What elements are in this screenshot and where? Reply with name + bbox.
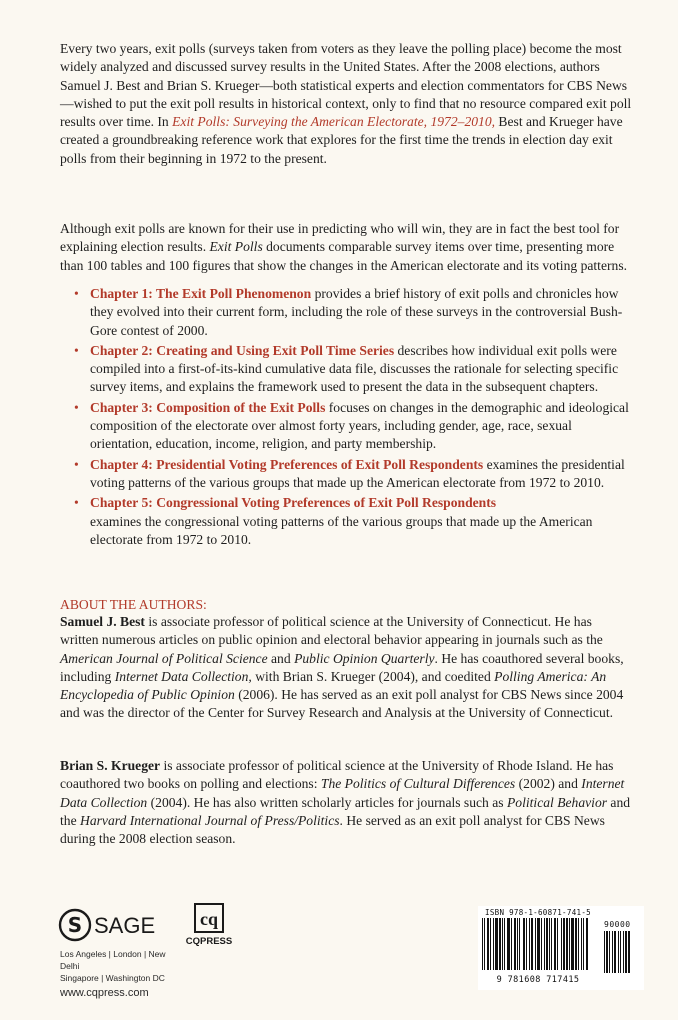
barcode-bar (523, 918, 525, 970)
author-name: Brian S. Krueger (60, 758, 161, 773)
bio-text: and (267, 650, 295, 666)
barcode-bar (493, 918, 494, 970)
cq-logo-text: CQPRESS (185, 936, 233, 947)
barcode-bar (625, 931, 627, 973)
barcode-bar (586, 918, 588, 970)
barcode-bar (578, 918, 579, 970)
chapter-item (74, 399, 630, 454)
barcode-bar (511, 918, 512, 970)
barcode-bar (554, 918, 556, 970)
intro-text: documents comparable survey items over time, presenting more than 100 tables and 100 figures that show the changes in the American electorate and its voting patterns. (60, 239, 628, 273)
bio-text: (2006). He has served as an exit poll analyst for CBS News since 2004 and was the director of the Center for Survey Research and Analysis at the University of Connecticut. (60, 687, 624, 721)
chapter-desc: examines the presidential voting patterns of the various groups that made up the American electorate from 1972 to 2010. (90, 456, 625, 490)
barcode-bar (529, 918, 530, 970)
author-bio-krueger (60, 757, 632, 848)
sage-logo (58, 903, 158, 947)
barcode-bar (544, 918, 545, 970)
barcode-bar (551, 918, 552, 970)
barcode-bar (569, 918, 570, 970)
sage-cities (60, 948, 170, 984)
price-code: 90000 (604, 920, 631, 929)
barcode-bar (614, 931, 616, 973)
barcode-bar (623, 931, 624, 973)
barcode-bar (517, 918, 518, 970)
author-name: Samuel J. Best (60, 614, 145, 629)
bio-text: with Brian S. Krueger (2004), and coedited (251, 668, 495, 684)
journal-title: American Journal of Political Science (60, 650, 268, 666)
barcode-bar (499, 918, 501, 970)
barcode-bar (507, 918, 510, 970)
barcode-bar (612, 931, 613, 973)
isbn-text: ISBN 978-1-60871-741-5 (485, 908, 591, 917)
barcode-bar (575, 918, 577, 970)
book-title: Internet Data Collection (60, 776, 625, 810)
chapter-desc: describes how individual exit polls were compiled into a first-of-its-kind cumulative data file, discusses the rationale for selecting specific survey items, and explains the framework used to present the data in the subsequent chapters. (90, 342, 619, 395)
chapter-item (74, 494, 630, 549)
book-title-ref: Exit Polls: Surveying the American Electorate, 1972–2010, (172, 114, 496, 130)
chapter-desc: provides a brief history of exit polls and chronicles how they evolved into their current form, including the role of these surveys in the controversial Bush-Gore contest of 2000. (90, 286, 623, 338)
bullet: • (74, 399, 79, 415)
barcode-bar (581, 918, 582, 970)
barcode-bar (571, 918, 574, 970)
bullet: • (74, 342, 79, 358)
intro-text: Best and Krueger have created a groundbreaking reference work that explores for the first time the trends in election day exit polls from their beginning in 1972 to the present. (60, 114, 623, 166)
barcode-bar (504, 918, 505, 970)
chapter-item (74, 456, 630, 493)
barcode-bar (620, 931, 621, 973)
barcode-bar (526, 918, 527, 970)
bio-text: . He served as an exit poll analyst for CBS News during the 2008 election season. (60, 812, 605, 847)
intro-paragraph-1 (60, 40, 632, 168)
bio-text: and the (60, 794, 631, 828)
chapter-title: Chapter 1: The Exit Poll Phenomenon (90, 286, 312, 301)
bullet: • (74, 456, 79, 472)
sage-cities-line: Los Angeles | London | New Delhi (60, 949, 166, 971)
book-title: Internet Data Collection, (114, 668, 252, 684)
journal-title: Political Behavior (506, 794, 608, 810)
barcode-bar (482, 918, 483, 970)
barcode-bar (609, 931, 610, 973)
barcode-bar (604, 931, 605, 973)
barcode-bar (487, 918, 489, 970)
bio-text: is associate professor of political science at the University of Connecticut. He has written numerous articles on public opinion and electoral behavior appearing in journals such as the (60, 614, 603, 648)
barcode-bar (484, 918, 485, 970)
cq-logo-mark: cq (200, 909, 218, 929)
barcode-bar (519, 918, 520, 970)
cq-press-logo (185, 903, 233, 947)
barcode-bar (563, 918, 565, 970)
publisher-url: www.cqpress.com (60, 987, 149, 999)
bullet: • (74, 495, 79, 511)
bio-text: (2002) and (515, 776, 582, 792)
sage-logo-text: SAGE (94, 913, 156, 938)
intro-text: Although exit polls are known for their use in predicting who will win, they are in fact the best tool for explaining election results. (60, 221, 620, 255)
ean-barcode (482, 918, 594, 974)
barcode-bar (495, 918, 498, 970)
barcode-bar (514, 918, 516, 970)
barcode-bar (557, 918, 558, 970)
bullet: • (74, 286, 79, 301)
journal-title: Harvard International Journal of Press/Politics (80, 812, 340, 828)
book-title-ref: Exit Polls (209, 239, 263, 255)
barcode-bar (583, 918, 584, 970)
barcode-bar (535, 918, 536, 970)
barcode-bar (606, 931, 608, 973)
chapter-title: Chapter 5: Congressional Voting Preferences of Exit Poll Respondents (90, 495, 497, 511)
chapter-item (74, 342, 630, 397)
about-authors-heading: ABOUT THE AUTHORS: (60, 597, 207, 612)
barcode-bar (618, 931, 619, 973)
chapter-desc: focuses on changes in the demographic and ideological composition of the electorate over almost forty years, including gender, age, race, sexual orientation, education, income, religion, and party membership. (90, 399, 629, 452)
barcode-bar (628, 931, 630, 973)
barcode-bar (502, 918, 503, 970)
bio-text: (2004). He has also written scholarly articles for journals such as (147, 794, 507, 810)
book-title: The Politics of Cultural Differences (320, 776, 516, 792)
barcode-bar (490, 918, 491, 970)
chapter-desc: examines the congressional voting patterns of the various groups that made up the American electorate from 1972 to 2010. (90, 513, 593, 547)
chapter-title: Chapter 3: Composition of the Exit Polls (90, 399, 326, 415)
sage-logo-s: S (67, 913, 83, 937)
author-bio-best (60, 613, 632, 723)
chapter-title: Chapter 2: Creating and Using Exit Poll Time Series (90, 342, 395, 358)
barcode-bar (537, 918, 540, 970)
book-title: Polling America: An Encyclopedia of Public Opinion (60, 668, 607, 703)
ean-number: 9 781608 717415 (496, 975, 580, 985)
barcode-bar (561, 918, 562, 970)
intro-text: Every two years, exit polls (surveys taken from voters as they leave the polling place) become the most widely analyzed and discussed survey results in the United States. After the 2008 elections, authors Samuel J. Best and Brian S. Krueger—both statistical experts and election commentators for CBS News—wished to put the exit poll results in historical context, only to find that no resource compared exit poll results over time. In (60, 41, 632, 130)
bio-text: is associate professor of political science at the University of Rhode Island. He has coauthored two books on polling and elections: (60, 758, 614, 792)
chapter-list (74, 285, 630, 551)
price-addon-barcode (604, 931, 640, 976)
barcode-bar (566, 918, 568, 970)
barcode-bar (541, 918, 542, 970)
journal-title: Public Opinion Quarterly (294, 650, 435, 666)
sage-cities-line: Singapore | Washington DC (60, 973, 165, 983)
bio-text: . He has coauthored several books, including (60, 650, 624, 684)
barcode-bar (549, 918, 550, 970)
chapter-title: Chapter 4: Presidential Voting Preferences of Exit Poll Respondents (90, 456, 484, 472)
chapter-item (74, 285, 630, 340)
barcode-bar (531, 918, 533, 970)
barcode-bar (546, 918, 548, 970)
intro-paragraph-2 (60, 220, 632, 275)
